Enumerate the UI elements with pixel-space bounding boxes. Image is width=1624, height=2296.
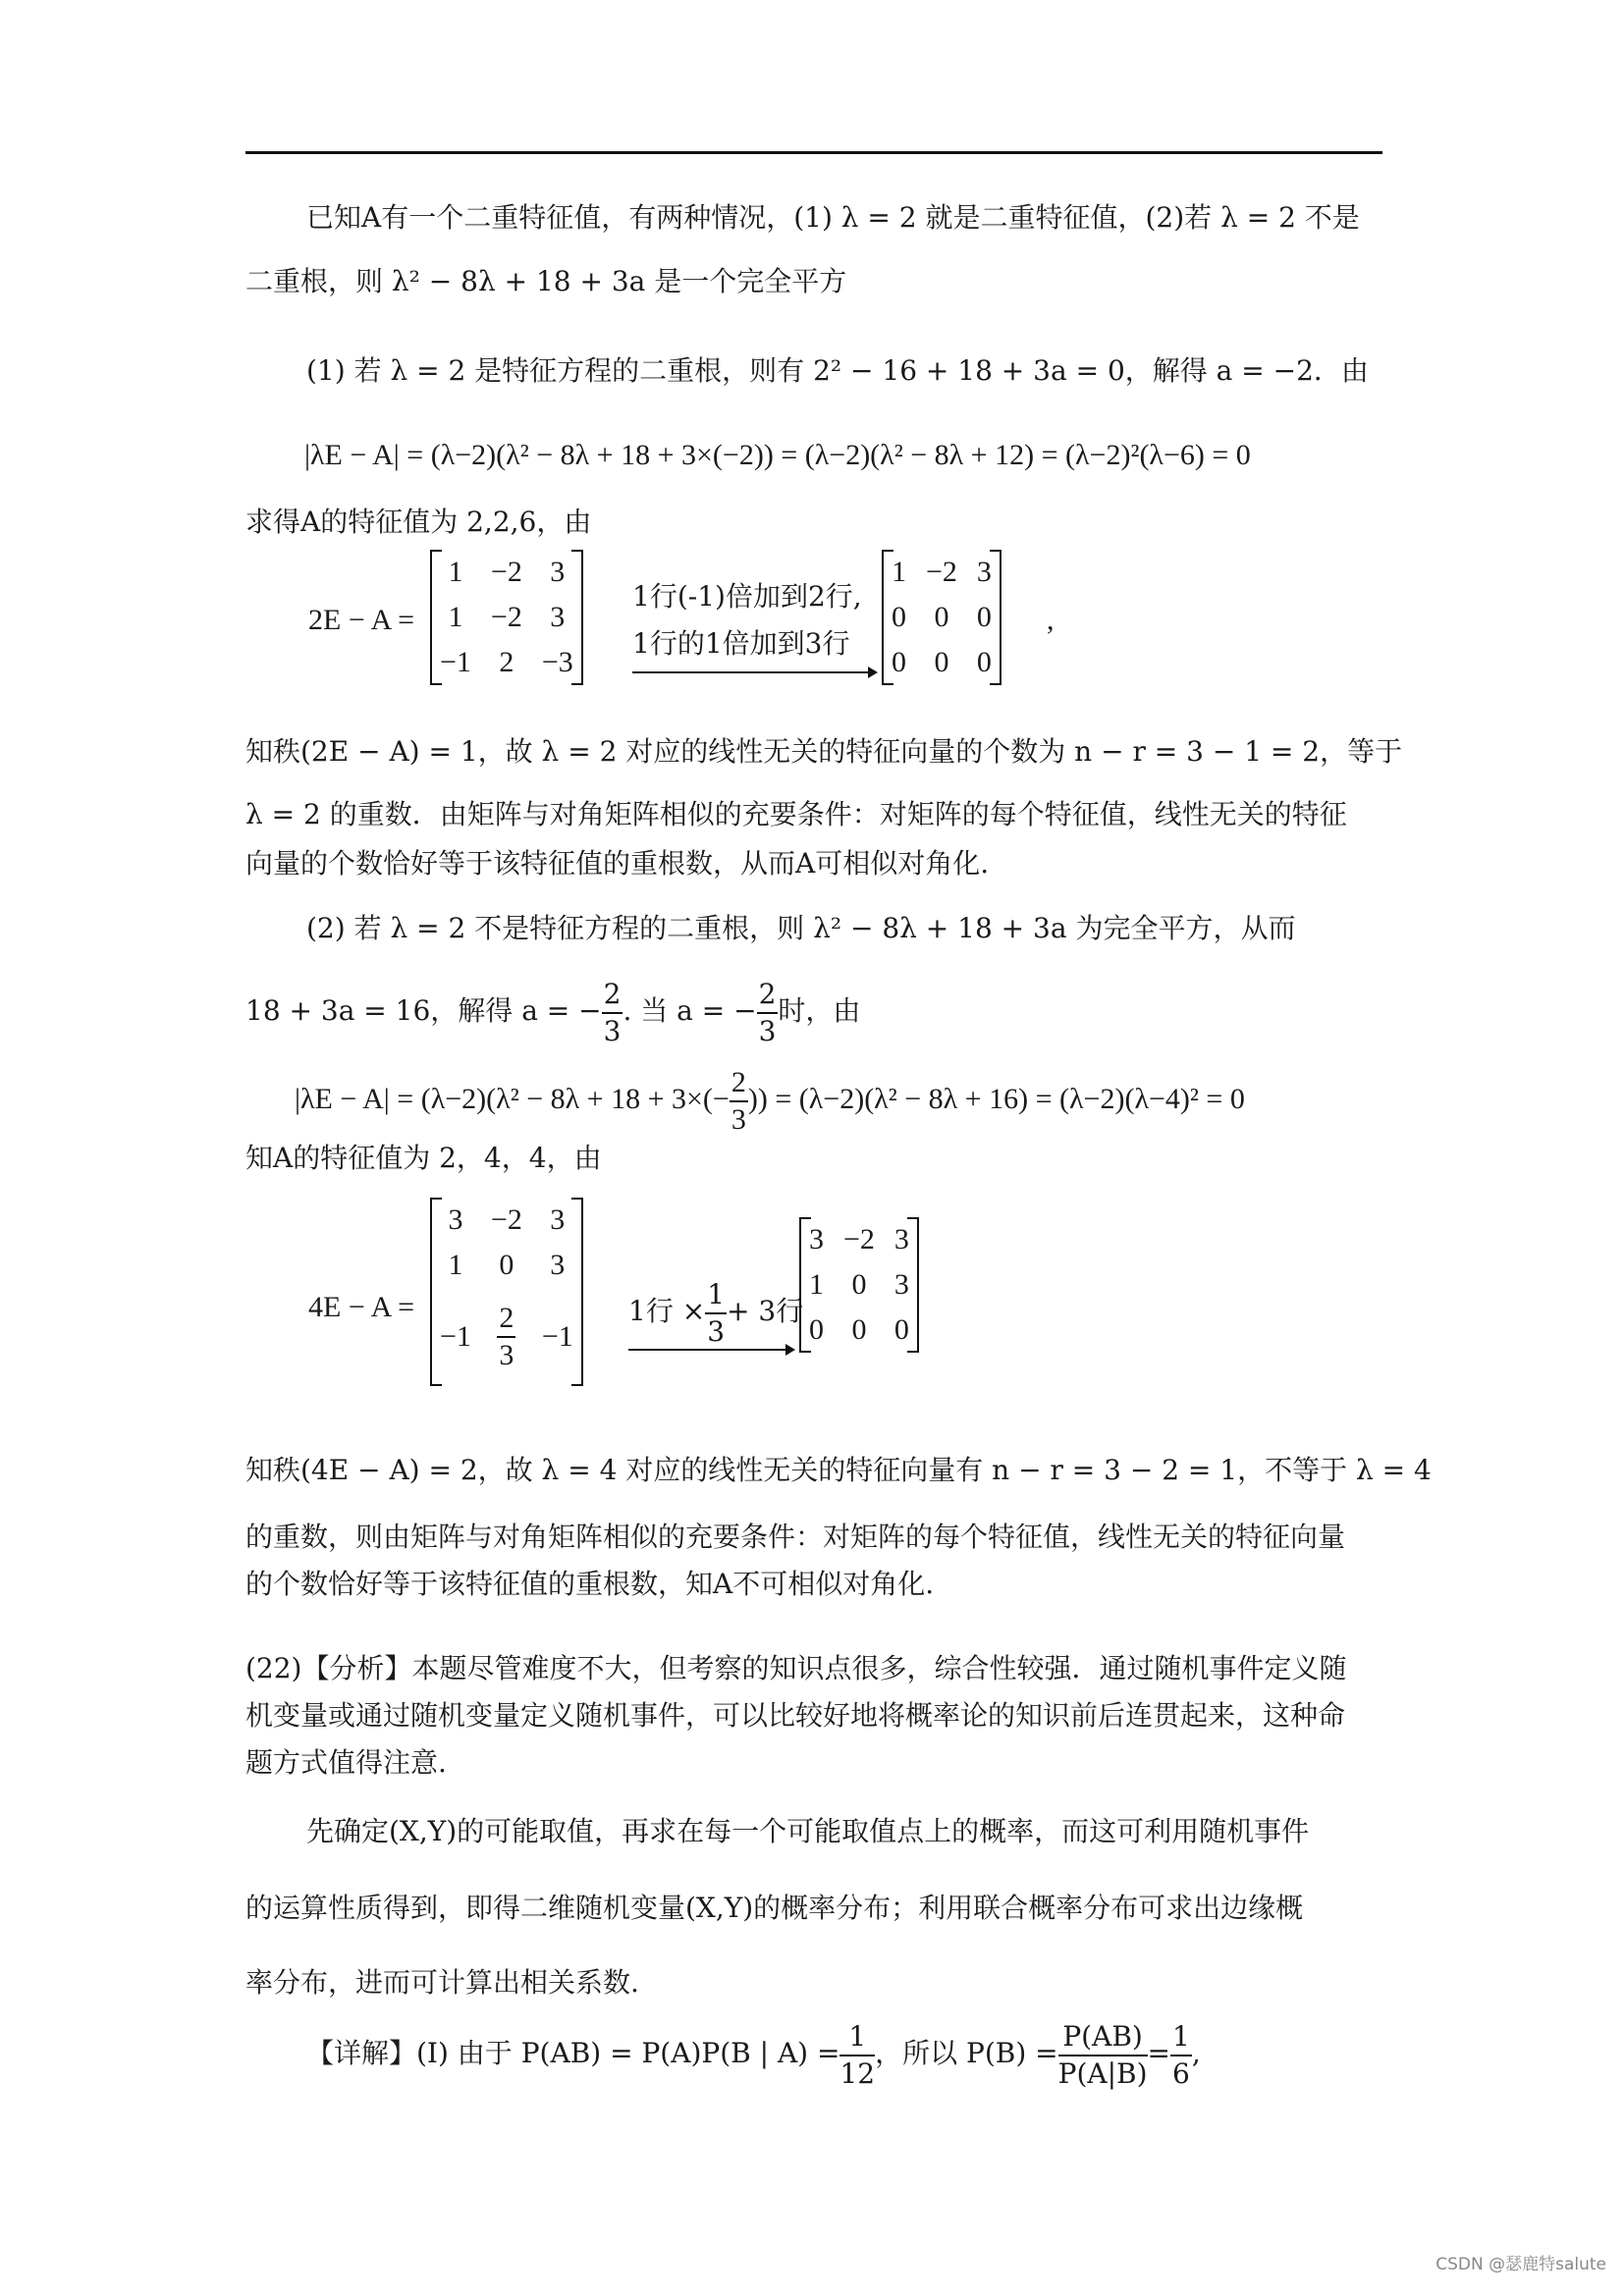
matrix-left-1: [430, 550, 583, 685]
matrix-cell: 0: [892, 601, 906, 633]
paragraph: 知秩(2E − A) = 1，故 λ = 2 对应的线性无关的特征向量的个数为 n − r = 3 − 1 = 2，等于: [245, 735, 1403, 768]
matrix-cell: 1: [809, 1268, 824, 1301]
paragraph: 【详解】(I) 由于 P(AB) = P(A)P(B | A) = $\frac{1}{12}$ ，所以 P(B) = $\frac{P(AB)}{P(A|B)}$ = $\frac{1}{6}$ ,: [306, 2019, 1201, 2090]
matrix-cell: −3: [541, 646, 573, 678]
matrix-label: 2E − A =: [308, 604, 415, 636]
paragraph: 知秩(4E − A) = 2，故 λ = 4 对应的线性无关的特征向量有 n − r = 3 − 2 = 1，不等于 λ = 4: [245, 1454, 1432, 1486]
text: 18 + 3a = 16，解得 a = −: [245, 994, 602, 1027]
text: . 当 a = −: [623, 994, 757, 1027]
matrix-cell: 1: [448, 601, 463, 633]
header-rule: [245, 151, 1382, 154]
paragraph: (2) 若 λ = 2 不是特征方程的二重根，则 λ² − 8λ + 18 + 3a 为完全平方，从而: [306, 912, 1296, 944]
comma: ,: [1047, 604, 1055, 636]
matrix-cell: 0: [809, 1313, 824, 1346]
matrix-cell: 3: [550, 601, 566, 633]
matrix-right-1: [882, 550, 1001, 685]
paragraph: 二重根，则 λ² − 8λ + 18 + 3a 是一个完全平方: [245, 265, 847, 297]
matrix-cell: 3: [893, 1223, 909, 1255]
matrix-cell: 0: [851, 1268, 867, 1301]
paragraph: 题方式值得注意.: [245, 1746, 447, 1779]
matrix-cell: −2: [926, 556, 957, 588]
paragraph: 率分布，进而可计算出相关系数.: [245, 1966, 639, 1999]
paragraph: (1) 若 λ = 2 是特征方程的二重根，则有 2² − 16 + 18 + 3a = 0，解得 a = −2．由: [306, 354, 1369, 387]
paragraph: 向量的个数恰好等于该特征值的重根数，从而A可相似对角化.: [245, 847, 990, 880]
paragraph: 知A的特征值为 2，4，4，由: [245, 1142, 602, 1174]
matrix-cell: 1: [448, 556, 463, 588]
row-op: 1行 × $\frac{1}{3}$ + 3行: [628, 1277, 804, 1348]
matrix-cell: 0: [934, 646, 949, 678]
row-op: 1行(-1)倍加到2行,: [632, 580, 862, 613]
matrix-cell: 0: [851, 1313, 867, 1346]
matrix-cell: 1: [892, 556, 906, 588]
paragraph: 机变量或通过随机变量定义随机事件，可以比较好地将概率论的知识前后连贯起来，这种命: [245, 1699, 1346, 1732]
matrix-cell: 3: [550, 556, 566, 588]
paragraph: 的个数恰好等于该特征值的重根数，知A不可相似对角化.: [245, 1568, 935, 1600]
matrix-cell: −2: [843, 1223, 875, 1255]
matrix-cell: 3: [976, 556, 992, 588]
fraction: $\frac{2}{3}$: [603, 977, 622, 1047]
paragraph: 已知A有一个二重特征值，有两种情况，(1) λ = 2 就是二重特征值，(2)若 λ = 2 不是: [306, 201, 1360, 234]
text: 时，由: [778, 994, 861, 1027]
equation: |λE − A| = (λ−2)(λ² − 8λ + 18 + 3×(− $\frac{2}{3}$ )) = (λ−2)(λ² − 8λ + 16) = (λ−2)(λ−4)² = 0: [295, 1066, 1245, 1137]
matrix-cell: 0: [976, 646, 992, 678]
arrow: [628, 1349, 793, 1351]
matrix-label: 4E − A =: [308, 1291, 415, 1323]
matrix-cell: −2: [490, 556, 522, 588]
paragraph: 的重数，则由矩阵与对角矩阵相似的充要条件：对矩阵的每个特征值，线性无关的特征向量: [245, 1521, 1346, 1553]
equation: |λE − A| = (λ−2)(λ² − 8λ + 18 + 3×(−2)) = (λ−2)(λ² − 8λ + 12) = (λ−2)²(λ−6) = 0: [304, 439, 1251, 471]
matrix-right-2: [799, 1217, 919, 1353]
matrix-cell: 3: [893, 1268, 909, 1301]
paragraph: 求得A的特征值为 2,2,6，由: [245, 506, 592, 538]
paragraph: 先确定(X,Y)的可能取值，再求在每一个可能取值点上的概率，而这可利用随机事件: [306, 1815, 1310, 1847]
fraction: $\frac{2}{3}$: [758, 977, 777, 1047]
matrix-cell: 2: [499, 646, 514, 678]
paragraph: (22)【分析】本题尽管难度不大，但考察的知识点很多，综合性较强．通过随机事件定义随: [245, 1652, 1347, 1684]
matrix-cell: 0: [934, 601, 949, 633]
matrix-cell: 0: [892, 646, 906, 678]
matrix-left-2: 3 −2 3 1 0 3 −1 $\frac{2}{3}$ −1: [430, 1198, 583, 1386]
matrix-cell: 3: [809, 1223, 824, 1255]
paragraph: λ = 2 的重数．由矩阵与对角矩阵相似的充要条件：对矩阵的每个特征值，线性无关的特征: [245, 798, 1347, 830]
matrix-cell: 0: [976, 601, 992, 633]
watermark: CSDN @瑟鹿特salute: [1435, 2255, 1606, 2274]
arrow: [632, 671, 876, 673]
row-op: 1行的1倍加到3行: [632, 627, 850, 660]
matrix-cell: −1: [440, 646, 471, 678]
matrix-cell: −2: [490, 601, 522, 633]
paragraph: 的运算性质得到，即得二维随机变量(X,Y)的概率分布；利用联合概率分布可求出边缘概: [245, 1892, 1304, 1924]
paragraph: [245, 972, 860, 1050]
matrix-cell: 0: [893, 1313, 909, 1346]
